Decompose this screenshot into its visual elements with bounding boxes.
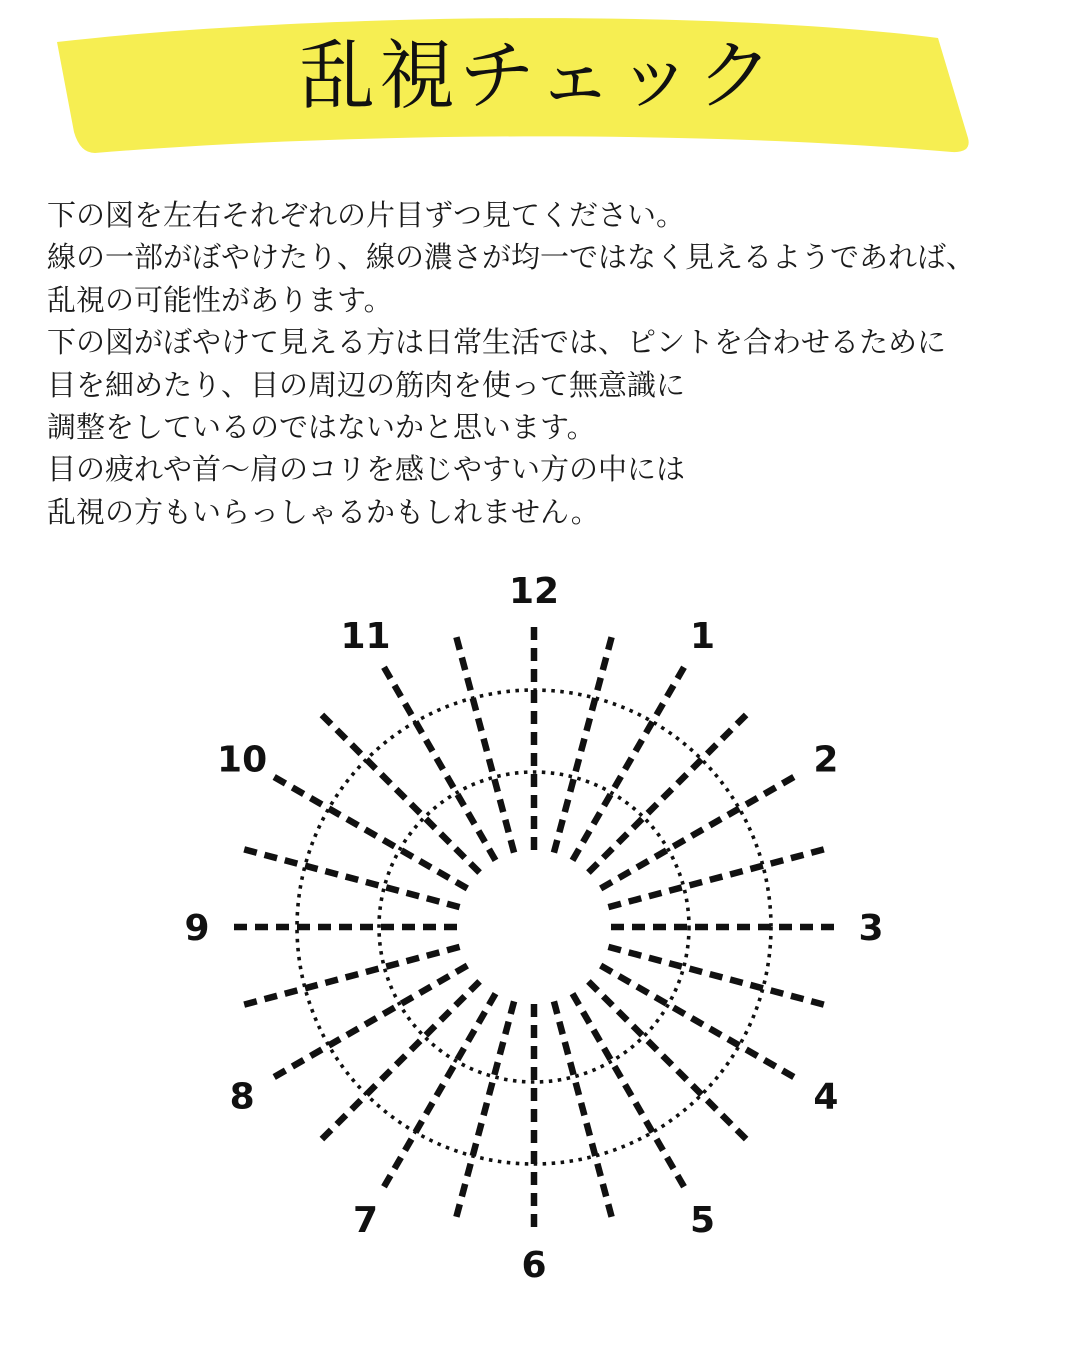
ray-line [602,849,824,909]
ray-line [456,995,516,1217]
ray-line [552,637,612,859]
intro-line: 目を細めたり、目の周辺の筋肉を使って無意識に [47,367,686,402]
clock-label-11: 11 [340,616,391,658]
clock-label-7: 7 [352,1199,379,1241]
clock-label-8: 8 [229,1076,255,1118]
page-title: 乱視チェック [299,31,777,120]
ray-line [456,637,516,859]
clock-label-6: 6 [521,1245,547,1286]
intro-line: 乱視の方もいらっしゃるかもしれません。 [47,494,600,529]
clock-label-3: 3 [858,908,884,949]
intro-line: 目の疲れや首～肩のコリを感じやすい方の中には [47,452,686,487]
clock-label-2: 2 [813,739,839,781]
ray-line [552,995,612,1217]
clock-label-12: 12 [508,571,560,612]
astigmatism-dial [0,550,1080,1330]
title-banner [0,0,1080,170]
clock-label-4: 4 [813,1076,839,1118]
intro-line: 下の図がぼやけて見える方は日常生活では、ピントを合わせるために [47,325,947,360]
intro-text [47,194,1067,533]
clock-label-1: 1 [689,616,716,658]
clock-label-10: 10 [217,739,268,781]
ray-line [244,849,466,909]
ray-line [602,945,824,1005]
clock-label-5: 5 [689,1199,716,1241]
intro-line: 線の一部がぼやけたり、線の濃さが均一ではなく見えるようであれば、 [47,240,976,275]
intro-line: 調整をしているのではないかと思います。 [47,409,596,444]
ray-line [244,945,466,1005]
intro-line: 下の図を左右それぞれの片目ずつ見てください。 [47,198,686,232]
astigmatism-chart [0,550,1080,1330]
intro-line: 乱視の可能性があります。 [47,282,393,317]
clock-label-9: 9 [184,908,210,949]
